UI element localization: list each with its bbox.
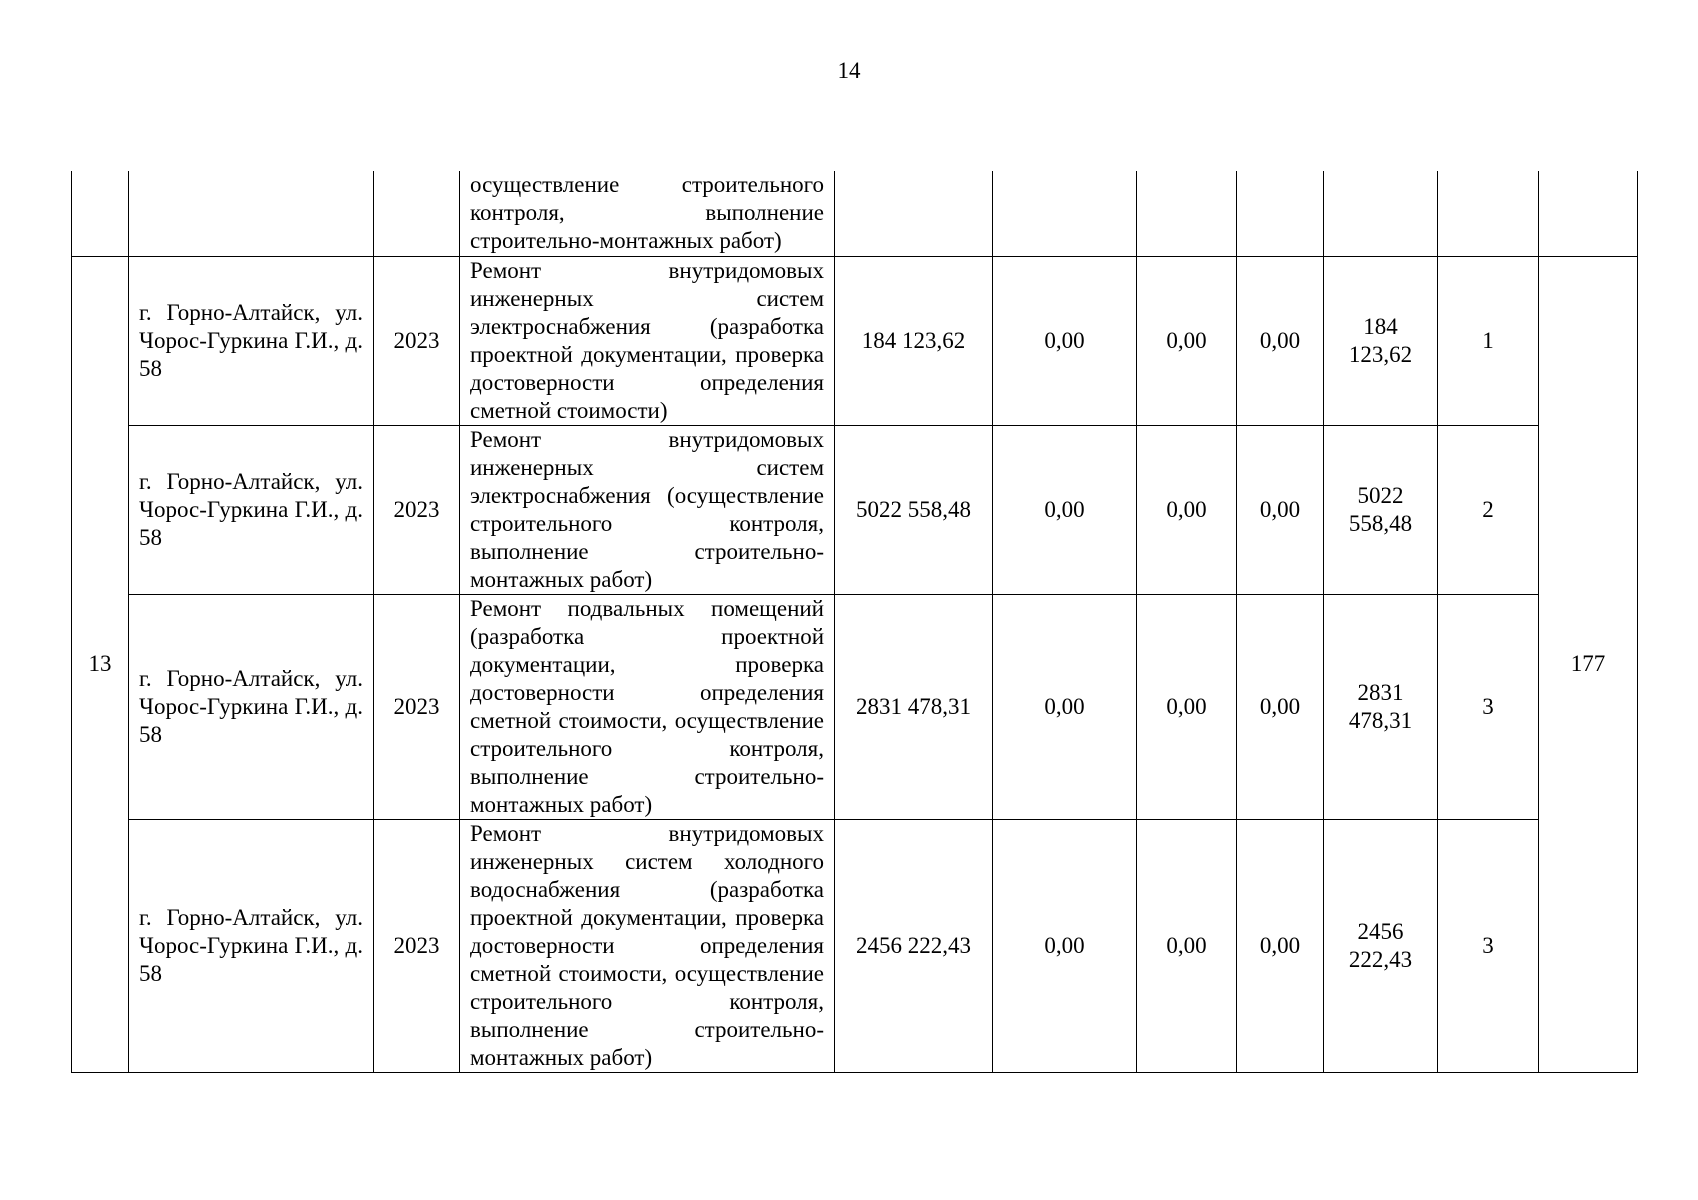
total-line: 222,43 [1348, 946, 1413, 972]
year-cell: 2023 [374, 256, 460, 425]
order-cell: 1 [1438, 256, 1539, 425]
description-cell: Ремонт подвальных помещений (разработка проектной документации, проверка достоверности определения сметной стоимости, осуществление строительного контроля, выполнение строительно-монтажных работ) [460, 594, 835, 819]
order-cell: 3 [1438, 819, 1539, 1072]
address-cell: г. Горно-Алтайск, ул. Чорос-Гуркина Г.И., д. 58 [129, 594, 374, 819]
total-cell [1324, 819, 1438, 1072]
cost-cell: 2456 222,43 [835, 819, 993, 1072]
total-line: 478,31 [1348, 707, 1413, 733]
total-cell [1324, 594, 1438, 819]
year-cell: 2023 [374, 425, 460, 594]
value-cell: 0,00 [1237, 425, 1324, 594]
year-cell: 2023 [374, 819, 460, 1072]
table-row [72, 819, 1638, 1072]
value-cell: 0,00 [1137, 819, 1237, 1072]
page-number: 14 [837, 58, 861, 83]
description-cell: Ремонт внутридомовых инженерных систем электроснабжения (осуществление строительного контроля, выполнение строительно-монтажных работ) [460, 425, 835, 594]
total-line: 2831 [1357, 679, 1404, 705]
year-cell: 2023 [374, 594, 460, 819]
value-cell: 0,00 [993, 819, 1137, 1072]
table-row [72, 594, 1638, 819]
address-cell: г. Горно-Алтайск, ул. Чорос-Гуркина Г.И., д. 58 [129, 256, 374, 425]
value-cell: 0,00 [1137, 256, 1237, 425]
value-cell: 0,00 [1237, 256, 1324, 425]
number-cell [72, 171, 129, 256]
cost-cell: 184 123,62 [835, 256, 993, 425]
total-cell [1324, 256, 1438, 425]
value-cell: 0,00 [1237, 594, 1324, 819]
table-row [72, 171, 1638, 256]
total-line: 2456 [1357, 918, 1404, 944]
table-row [72, 256, 1638, 425]
works-table [71, 171, 1638, 1073]
address-cell [129, 171, 374, 256]
group-number-cell: 13 [72, 256, 129, 1072]
order-cell: 2 [1438, 425, 1539, 594]
table-row [72, 425, 1638, 594]
total-line: 558,48 [1348, 510, 1413, 536]
value-cell: 0,00 [993, 256, 1137, 425]
description-cell: Ремонт внутридомовых инженерных систем электроснабжения (разработка проектной документации, проверка достоверности определения сметной стоимости) [460, 256, 835, 425]
address-cell: г. Горно-Алтайск, ул. Чорос-Гуркина Г.И., д. 58 [129, 819, 374, 1072]
total-cell [1324, 171, 1438, 256]
cost-cell [835, 171, 993, 256]
address-cell: г. Горно-Алтайск, ул. Чорос-Гуркина Г.И., д. 58 [129, 425, 374, 594]
total-line: 5022 [1357, 482, 1404, 508]
value-cell: 0,00 [1237, 819, 1324, 1072]
summary-cell: 177 [1539, 256, 1638, 1072]
description-cell: Ремонт внутридомовых инженерных систем холодного водоснабжения (разработка проектной документации, проверка достоверности определения сметной стоимости, осуществление строительного контроля, выполнение строительно-монтажных работ) [460, 819, 835, 1072]
cost-cell: 5022 558,48 [835, 425, 993, 594]
summary-cell [1539, 171, 1638, 256]
year-cell [374, 171, 460, 256]
order-cell: 3 [1438, 594, 1539, 819]
total-line: 123,62 [1348, 341, 1413, 367]
value-cell [1237, 171, 1324, 256]
cost-cell: 2831 478,31 [835, 594, 993, 819]
value-cell [993, 171, 1137, 256]
value-cell [1137, 171, 1237, 256]
order-cell [1438, 171, 1539, 256]
total-cell [1324, 425, 1438, 594]
value-cell: 0,00 [993, 594, 1137, 819]
description-cell: осуществление строительного контроля, выполнение строительно-монтажных работ) [460, 171, 835, 256]
value-cell: 0,00 [1137, 594, 1237, 819]
value-cell: 0,00 [1137, 425, 1237, 594]
total-line: 184 [1363, 313, 1398, 339]
value-cell: 0,00 [993, 425, 1137, 594]
